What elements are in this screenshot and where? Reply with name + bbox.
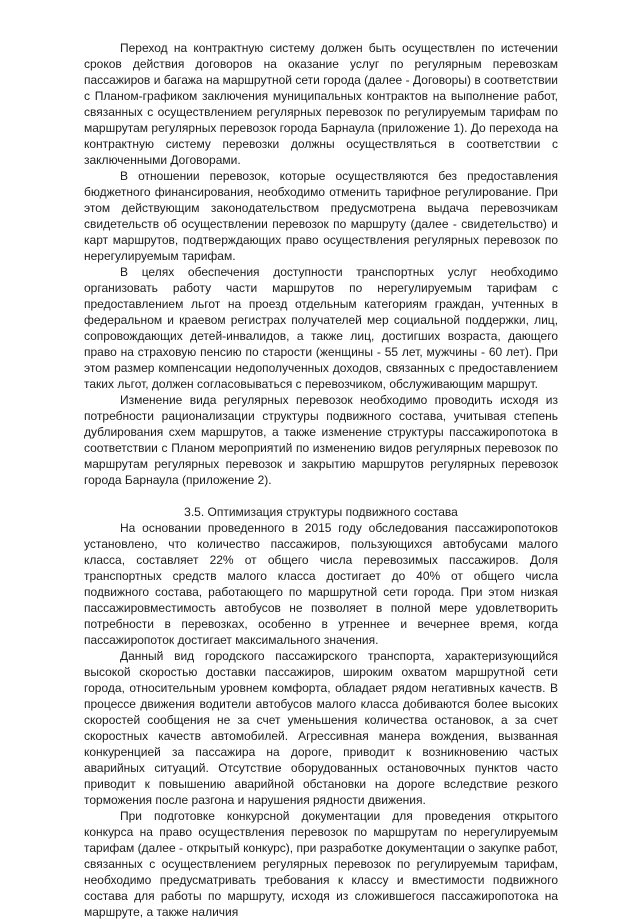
- paragraph-transport-type-change: Изменение вида регулярных перевозок необходимо проводить исходя из потребности рационализации структуры подвижного состава, учитывая степень дублирования схем маршрутов, а также изменение структуры пассажиропотока в соответствии с Планом мероприятий по изменению видов регулярных перевозок по маршрутам регулярных перевозок и закрытию маршрутов регулярных перевозок города Барнаула (приложение 2).: [84, 393, 558, 487]
- paragraph-contract-transition: Переход на контрактную систему должен быть осуществлен по истечении сроков действия договоров на оказание услуг по регулярным перевозкам пассажиров и багажа на маршрутной сети города (далее - Договоры) в соответствии с Планом-графиком заключения муниципальных контрактов на выполнение работ, связанных с осуществлением регулярных перевозок по регулируемым тарифам по маршрутам регулярных перевозок города Барнаула (приложение 1). До перехода на контрактную систему перевозки должны осуществляться в соответствии с заключенными Договорами.: [84, 41, 558, 167]
- paragraph-tariff-regulation: В отношении перевозок, которые осуществляются без предоставления бюджетного финансирования, необходимо отменить тарифное регулирование. При этом действующим законодательством предусмотрена выдача перевозчикам свидетельств об осуществлении перевозок по маршруту (далее - свидетельство) и карт маршрутов, подтверждающих право осуществления регулярных перевозок по нерегулируемым тарифам.: [84, 169, 558, 263]
- document-page: [84, 40, 558, 920]
- paragraph-passenger-survey: На основании проведенного в 2015 году обследования пассажиропотоков установлено, что количество пассажиров, пользующихся автобусами малого класса, составляет 22% от общего числа перевозимых пассажиров. Доля транспортных средств малого класса достигает до 40% от общего числа подвижного состава, работающего по маршрутной сети города. При этом низкая пассажировместимость автобусов не позволяет в полной мере удовлетворить потребности в перевозках, особенно в утреннее и вечернее время, когда пассажиропоток достигает максимального значения.: [84, 521, 558, 647]
- paragraph-transport-accessibility: В целях обеспечения доступности транспортных услуг необходимо организовать работу части маршрутов по нерегулируемым тарифам с предоставлением льгот на проезд отдельным категориям граждан, учтенных в федеральном и краевом регистрах получателей мер социальной поддержки, лиц, сопровождающих детей-инвалидов, а также лиц, достигших возраста, дающего право на страховую пенсию по старости (женщины - 55 лет, мужчины - 60 лет). При этом размер компенсации недополученных доходов, связанных с предоставлением таких льгот, должен согласовываться с перевозчиком, обслуживающим маршрут.: [84, 265, 558, 391]
- paragraph-tender-documentation: При подготовке конкурсной документации для проведения открытого конкурса на право осуществления перевозок по маршрутам по нерегулируемым тарифам (далее - открытый конкурс), при разработке документации о закупке работ, связанных с осуществлением регулярных перевозок по регулируемым тарифам, необходимо предусматривать требования к классу и вместимости подвижного состава для работы по маршруту, исходя из сложившегося пассажиропотока на маршруте, а также наличия: [84, 809, 558, 919]
- section-heading: 3.5. Оптимизация структуры подвижного состава: [184, 505, 458, 519]
- paragraph-small-buses: Данный вид городского пассажирского транспорта, характеризующийся высокой скоростью доставки пассажиров, широким охватом маршрутной сети города, относительным уровнем комфорта, обладает рядом негативных качеств. В процессе движения водители автобусов малого класса добиваются более высоких скоростей сообщения не за счет уменьшения количества остановок, а за счет скоростных качеств автомобилей. Агрессивная манера вождения, вызванная конкуренцией за пассажира на дороге, приводит к возникновению частых аварийных ситуаций. Отсутствие оборудованных остановочных пунктов часто приводит к повышению аварийной обстановки на дороге вследствие резкого торможения после разгона и нарушения рядности движения.: [84, 649, 558, 807]
